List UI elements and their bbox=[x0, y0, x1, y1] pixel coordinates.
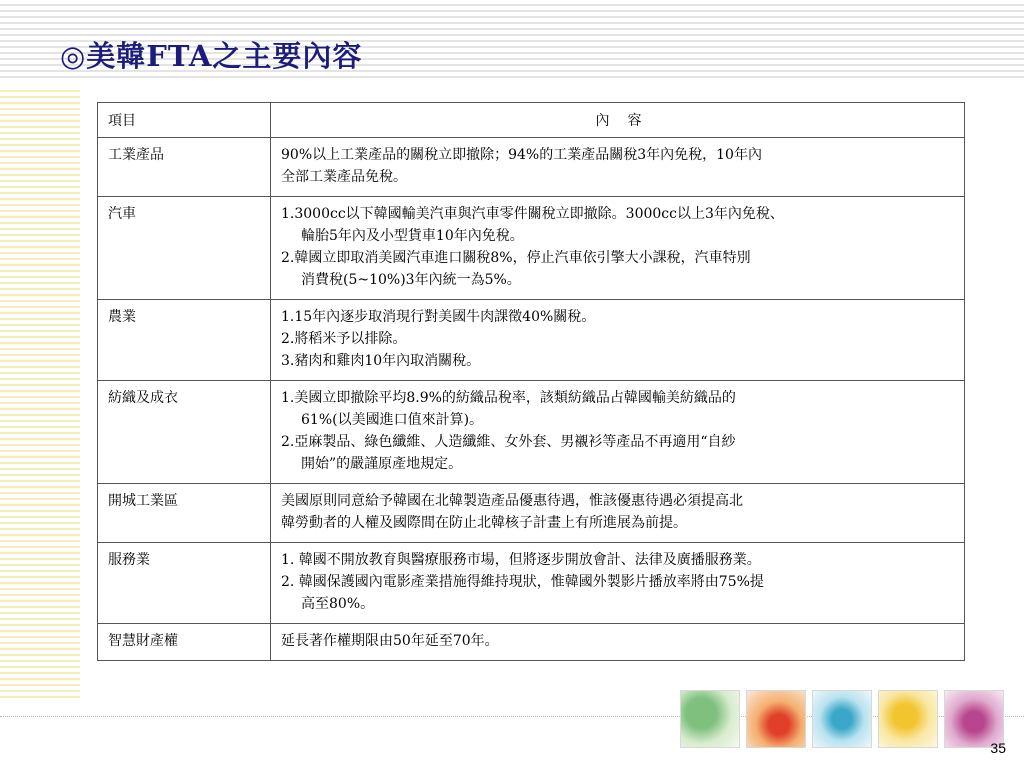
content-line: 1.美國立即撤除平均8.9%的紡織品稅率，該類紡織品占韓國輸美紡織品的 bbox=[281, 390, 736, 406]
content-line: 2.韓國立即取消美國汽車進口關稅8%，停止汽車依引擎大小課稅，汽車特別 bbox=[281, 250, 751, 266]
content-line: 2.亞麻製品、綠色纖維、人造纖維、女外套、男襯衫等產品不再適用“自紗 bbox=[281, 434, 736, 450]
content-line: 61%(以美國進口值來計算)。 bbox=[301, 412, 484, 428]
content-line: 2.將稻米予以排除。 bbox=[281, 331, 407, 347]
page-number: 35 bbox=[990, 740, 1006, 756]
content-line: 高至80%。 bbox=[301, 596, 375, 612]
red-swirl-image bbox=[746, 690, 806, 748]
row-item: 開城工業區 bbox=[98, 484, 271, 543]
slide-title: ◎美韓FTA之主要內容 bbox=[60, 39, 363, 73]
table-row bbox=[98, 197, 965, 300]
row-content bbox=[271, 624, 965, 661]
content-line: 美國原則同意給予韓國在北韓製造產品優惠待遇，惟該優惠待遇必須提高北 bbox=[281, 493, 743, 509]
blue-swirl-image bbox=[812, 690, 872, 748]
row-item: 智慧財產權 bbox=[98, 624, 271, 661]
content-line: 1.3000cc以下韓國輸美汽車與汽車零件關稅立即撤除。3000cc以上3年內免稅、 bbox=[281, 206, 784, 222]
row-content bbox=[271, 543, 965, 624]
content-line: 韓勞動者的人權及國際間在防止北韓核子計畫上有所進展為前提。 bbox=[281, 515, 687, 531]
content-line: 全部工業產品免稅。 bbox=[281, 169, 407, 185]
table-row bbox=[98, 138, 965, 197]
table-row bbox=[98, 381, 965, 484]
row-item: 工業產品 bbox=[98, 138, 271, 197]
row-item: 汽車 bbox=[98, 197, 271, 300]
yellow-swirl-image bbox=[878, 690, 938, 748]
content-line: 1. 韓國不開放教育與醫療服務市場，但將逐步開放會計、法律及廣播服務業。 bbox=[281, 552, 761, 568]
header-content: 內容 bbox=[271, 103, 965, 138]
decorative-thumbnails bbox=[680, 690, 1004, 748]
content-line: 3.豬肉和雞肉10年內取消關稅。 bbox=[281, 353, 481, 369]
content-line: 1.15年內逐步取消現行對美國牛肉課徵40%關稅。 bbox=[281, 309, 596, 325]
row-content bbox=[271, 381, 965, 484]
table-row bbox=[98, 300, 965, 381]
row-item: 農業 bbox=[98, 300, 271, 381]
table-row bbox=[98, 543, 965, 624]
table-row bbox=[98, 484, 965, 543]
row-content bbox=[271, 138, 965, 197]
fta-content-table bbox=[97, 102, 965, 661]
content-line: 延長著作權期限由50年延至70年。 bbox=[281, 633, 499, 649]
content-line: 輪胎5年內及小型貨車10年內免稅。 bbox=[301, 228, 524, 244]
table-row bbox=[98, 624, 965, 661]
content-line: 2. 韓國保護國內電影產業措施得維持現狀，惟韓國外製影片播放率將由75%提 bbox=[281, 574, 764, 590]
table-header-row bbox=[98, 103, 965, 138]
row-content bbox=[271, 197, 965, 300]
row-content bbox=[271, 484, 965, 543]
left-stripes bbox=[0, 86, 80, 698]
header-item: 項目 bbox=[98, 103, 271, 138]
green-swirl-image bbox=[680, 690, 740, 748]
row-content bbox=[271, 300, 965, 381]
row-item: 服務業 bbox=[98, 543, 271, 624]
content-line: 開始”的嚴謹原產地規定。 bbox=[301, 456, 463, 472]
row-item: 紡織及成衣 bbox=[98, 381, 271, 484]
content-line: 消費稅(5~10%)3年內統一為5%。 bbox=[301, 272, 521, 288]
content-line: 90%以上工業產品的關稅立即撤除；94%的工業產品關稅3年內免稅，10年內 bbox=[281, 147, 762, 163]
